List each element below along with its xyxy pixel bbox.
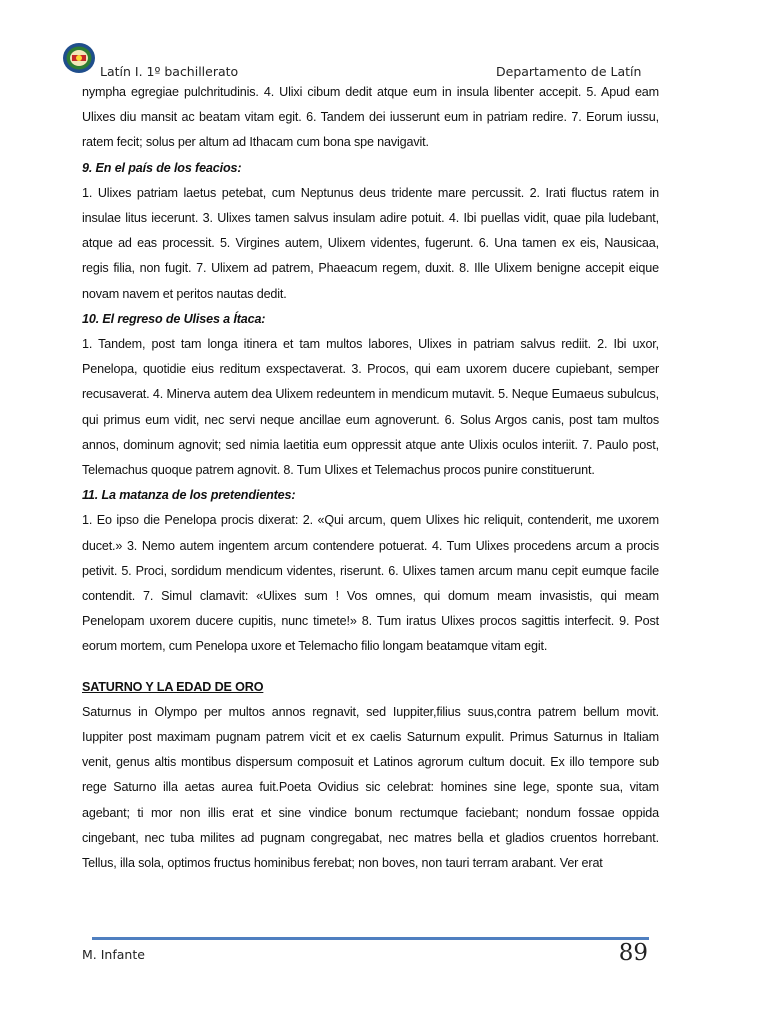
paragraph-regreso: 1. Tandem, post tam longa itinera et tam multos labores, Ulixes in patriam salvus rediit. 2. Ibi uxor, Penelopa, quotidie eius reditum exspectaverat. 3. Procos, qui eam uxorem ducere cupiebant, semper recusaverat. 4. Minerva autem dea Ulixem redeuntem in mendicum mutavit. 5. Neque Eumaeus subulcus, qui primus eum vidit, nec servi neque ancillae eum agnoverunt. 6. Solus Argos canis, post tam multos annos, dominum agnovit; sed nimia laetitia eum oppressit atque ante Ulixis oculos interiit. 7. Paulo post, Telemachus quoque patrem agnovit. 8. Tum Ulixes et Telemachus procos punire constituerunt. — [82, 337, 659, 478]
footer-divider — [92, 937, 649, 940]
department-title: Departamento de Latín — [496, 64, 642, 79]
section-title-saturno: SATURNO Y LA EDAD DE ORO — [82, 679, 264, 694]
page-number: 89 — [618, 940, 648, 966]
footer-author: M. Infante — [82, 947, 145, 962]
heading-matanza: 11. La matanza de los pretendientes: — [82, 488, 296, 503]
page-body — [82, 80, 659, 876]
paragraph-matanza: 1. Eo ipso die Penelopa procis dixerat: 2. «Qui arcum, quem Ulixes hic reliquit, contenderit, me uxorem ducet.» 3. Nemo autem ingentem arcum contendere potuerat. 4. Tum Ulixes procedens arcum a procis petivit. 5. Proci, sordidum mendicum videntes, riserunt. 6. Ulixes tamen arcum manu cepit eumque facile contendit. 7. Simul clamavit: «Ulixes sum ! Vos omnes, qui domum meam invasistis, qui meam Penelopam uxorem ducere cupitis, nunc timete!» 8. Tum iratus Ulixes procos sagittis interfecit. 9. Post eorum mortem, cum Penelopa uxore et Telemacho filio longam beatamque vitam egit. — [82, 513, 659, 654]
course-title: Latín I. 1º bachillerato — [100, 64, 239, 79]
school-logo — [62, 42, 96, 74]
page-header — [62, 42, 662, 78]
paragraph-feacios: 1. Ulixes patriam laetus petebat, cum Neptunus deus tridente mare percussit. 2. Irati fluctus ratem in insulae litus iecerunt. 3. Ulixes tamen salvus insulam adire potuit. 4. Ibi puellas vidit, quae pila ludebant, atque ad eas processit. 5. Virgines autem, Ulixem videntes, fugerunt. 6. Una tamen ex eis, Nausicaa, regis filia, non fugit. 7. Ulixem ad patrem, Phaeacum regem, duxit. 8. Ille Ulixem benigne accepit eique novam navem et peritos nautas dedit. — [82, 185, 659, 301]
paragraph-saturno: Saturnus in Olympo per multos annos regnavit, sed Iuppiter,filius suus,contra patrem bellum movit. Iuppiter post maximam pugnam patrem vicit et ex caelis Saturnum expulit. Primus Saturnus in Italiam venit, genus altis montibus dispersum composuit et Latinos agrorum cultum docuit. Ex illo tempore sub rege Saturno illa aetas aurea fuit.Poeta Ovidius sic celebrat: homines sine lege, sponte sua, vitam agebant; ti mor non illis erat et sine vindice bonum rectumque faciebant; nondum fossae oppida cingebant, nec tuba milites ad pugnam congregabat, nec matres bella et gladios cruentos horrebant. Tellus, illa sola, optimos fructus hominibus ferebat; non boves, non tauri terram arabant. Ver erat — [82, 704, 659, 871]
heading-feacios: 9. En el país de los feacios: — [82, 160, 242, 175]
heading-regreso: 10. El regreso de Ulises a Ítaca: — [82, 311, 266, 326]
paragraph-continuation: nympha egregiae pulchritudinis. 4. Ulixi cibum dedit atque eum in insula libenter accepit. 5. Apud eam Ulixes diu mansit ac beatam vitam egit. 6. Tandem dei iusserunt eum in patriam redire. 7. Eorum iussu, ratem fecit; solus per altum ad Ithacam cum bona spe navigavit. — [82, 85, 659, 150]
